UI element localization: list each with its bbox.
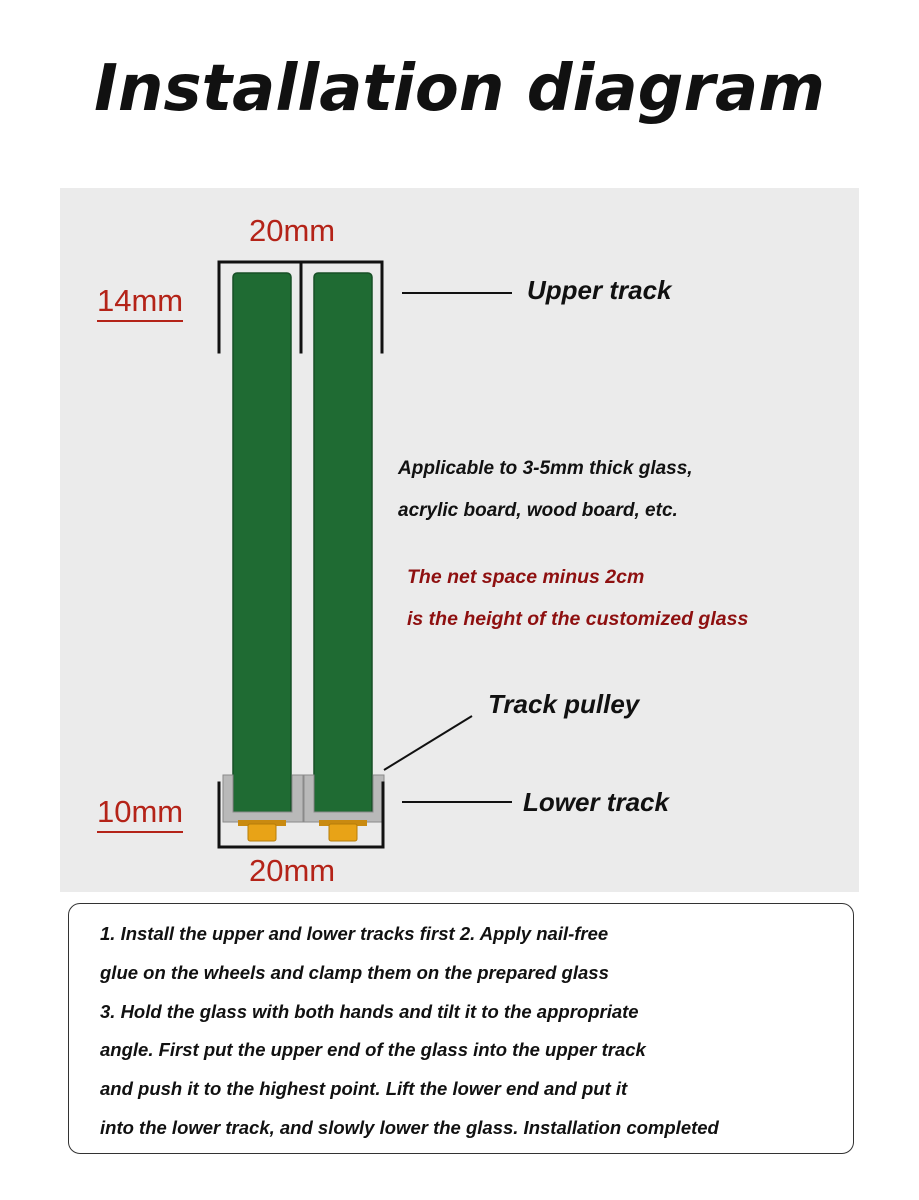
- applicable-materials-text: [398, 448, 693, 532]
- lower-track-label: Lower track: [523, 787, 669, 817]
- note-line: is the height of the customized glass: [407, 608, 749, 630]
- info-line: Applicable to 3-5mm thick glass,: [398, 458, 693, 479]
- step-line: 3. Hold the glass with both hands and tilt it to the appropriate: [100, 1000, 639, 1022]
- glass-panel-right: [314, 273, 372, 818]
- lower-height-label: 10mm: [97, 794, 183, 833]
- bottom-width-label: 20mm: [249, 853, 336, 888]
- step-line: and push it to the highest point. Lift the lower end and put it: [100, 1078, 628, 1100]
- step-line: 1. Install the upper and lower tracks first 2. Apply nail-free: [100, 923, 609, 944]
- upper-height-label: 14mm: [97, 283, 183, 322]
- upper-track-label: Upper track: [527, 275, 672, 305]
- info-line: acrylic board, wood board, etc.: [398, 500, 678, 521]
- page-title: Installation diagram: [94, 52, 825, 126]
- top-width-label: 20mm: [249, 213, 336, 248]
- track-pulley-label: Track pulley: [488, 689, 640, 719]
- step-line: glue on the wheels and clamp them on the prepared glass: [100, 961, 609, 983]
- glass-panel-left: [233, 273, 291, 818]
- track-pulley-leader: [384, 716, 472, 770]
- step-line: angle. First put the upper end of the glass into the upper track: [100, 1039, 646, 1061]
- note-line: The net space minus 2cm: [407, 566, 645, 588]
- track-pulleys: [238, 820, 367, 841]
- glass-height-note: [407, 556, 748, 640]
- installation-steps: [100, 915, 860, 1148]
- step-line: into the lower track, and slowly lower the glass. Installation completed: [100, 1116, 719, 1138]
